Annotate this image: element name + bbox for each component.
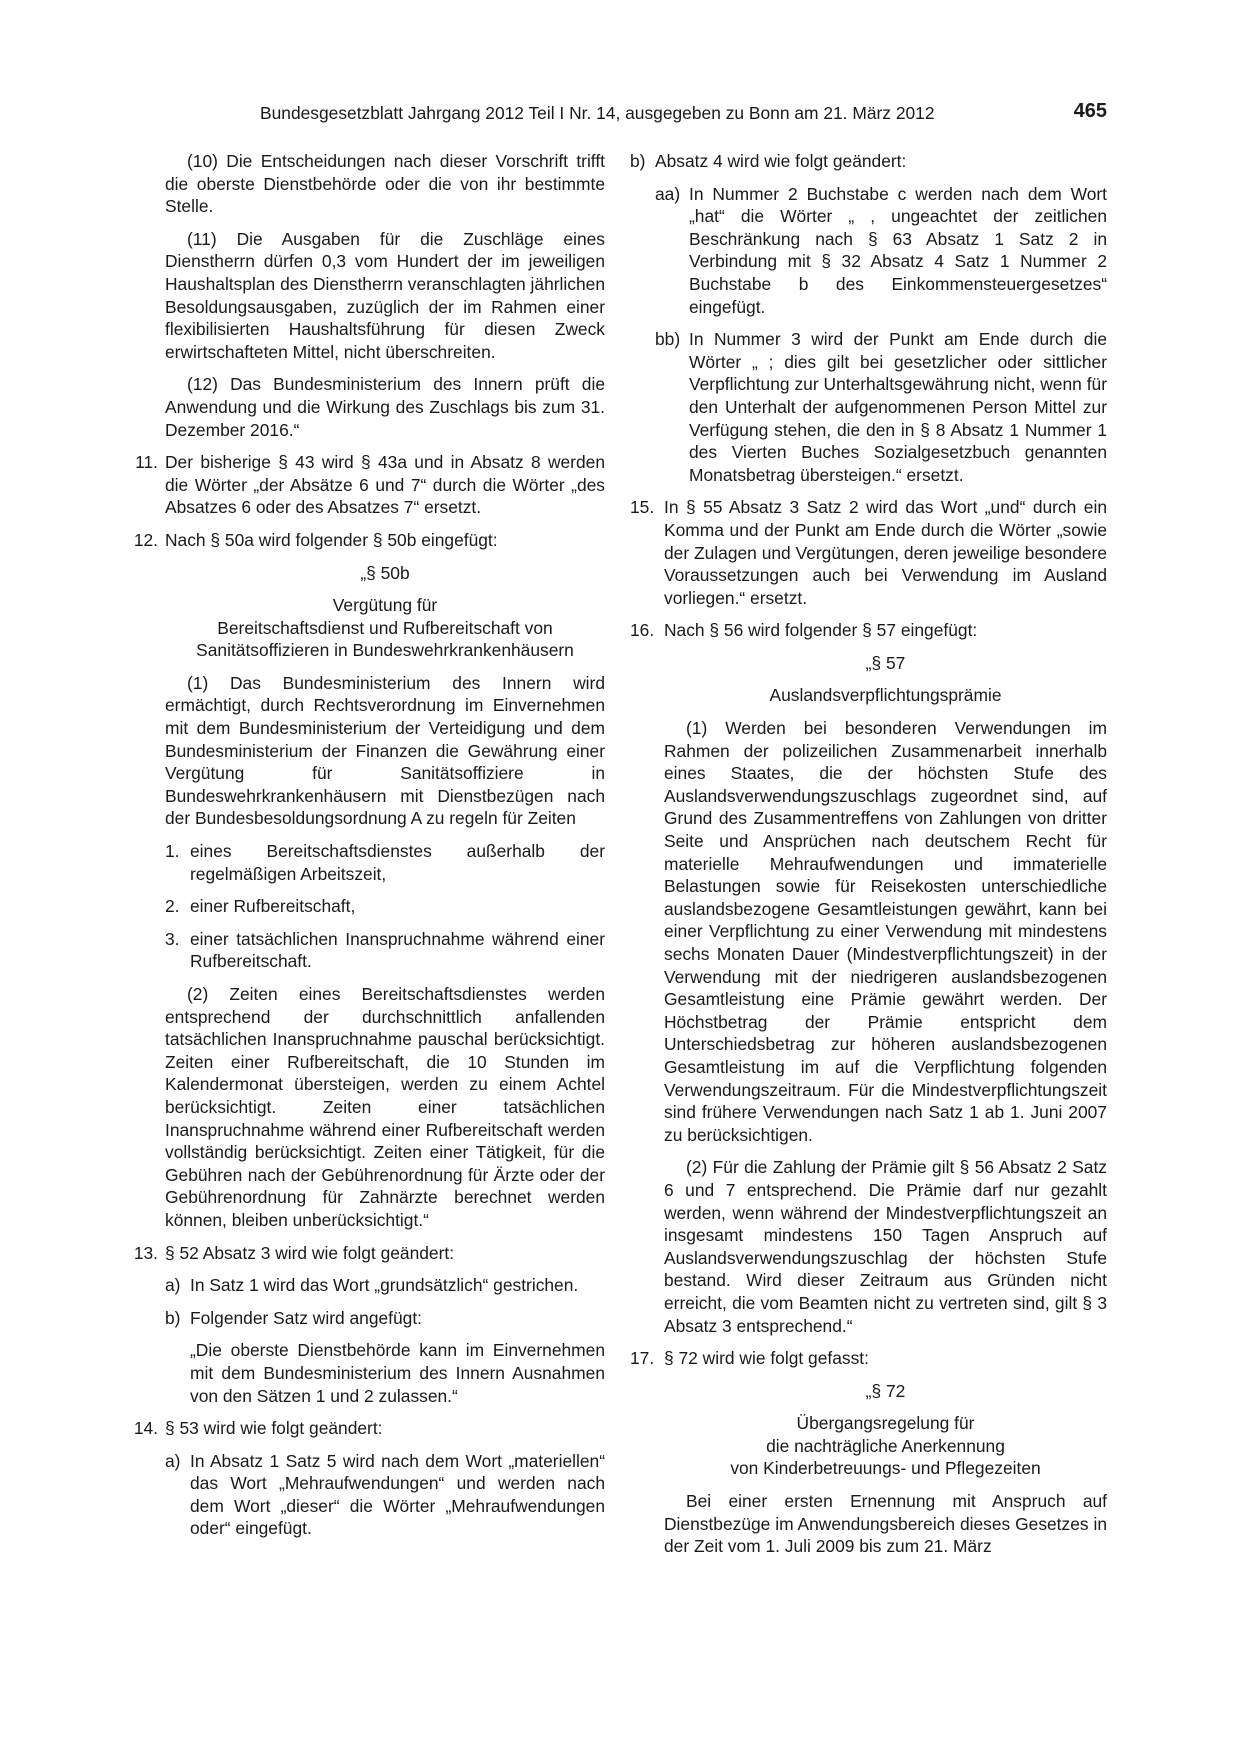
item-number: 15.: [630, 497, 655, 518]
sub-item-14b: [630, 150, 1107, 173]
list-item-12: [124, 529, 605, 552]
list-item-15: [630, 496, 1107, 609]
section-number: „§ 50b: [360, 562, 410, 583]
sub-sub-item-label: bb): [655, 329, 681, 350]
paragraph-11: (11) Die Ausgaben für die Zuschläge eines Dienstherrn dürfen 0,3 vom Hundert der im jeweiligen Haushaltsplan des Dienstherrn veranschlagten jährlichen Besoldungsausgaben, zuzüglich der im Rahmen einer flexibilisierten Haushaltsführung für diesen Zweck erwirtschafteten Mittel, nicht überschreiten.: [165, 228, 605, 362]
page-number: 465: [1073, 100, 1107, 122]
enum-text: eines Bereitschaftsdienstes außerhalb der regelmäßigen Arbeitszeit,: [190, 841, 605, 884]
item-text: In § 55 Absatz 3 Satz 2 wird das Wort „und“ durch ein Komma und der Punkt am Ende durch die Wörter „sowie der Zulagen und Vergütungen, deren jeweilige besondere Voraussetzungen auch bei Verwendung im Ausland vorliegen.“ ersetzt.: [664, 497, 1107, 608]
list-item-14: [124, 1417, 605, 1440]
list-item-16: [630, 619, 1107, 642]
section-number: „§ 57: [865, 652, 906, 673]
item-number: 16.: [630, 620, 655, 641]
section-paragraph: Bei einer ersten Ernennung mit Anspruch auf Dienstbezüge im Anwendungsbereich dieses Gesetzes in der Zeit vom 1. Juli 2009 bis zum 21. März: [664, 1491, 1107, 1557]
sub-item-text: In Absatz 1 Satz 5 wird nach dem Wort „materiellen“ das Wort „Mehraufwendungen“ und werden nach dem Wort „dieser“ die Wörter „Mehraufwendungen oder“ eingefügt.: [190, 1450, 605, 1539]
section-title-line: Übergangsregelung für: [796, 1413, 975, 1434]
list-item-13: [124, 1242, 605, 1265]
sub-item-14a: [124, 1450, 605, 1540]
section-paragraph-1: (1) Das Bundesministerium des Innern wird ermächtigt, durch Rechtsverordnung im Einvernehmen mit dem Bundesministerium der Verteidigung und dem Bundesministerium der Finanzen die Gewährung einer Vergütung für Sanitätsoffiziere in Bundeswehrkrankenhäusern mit Dienstbezügen nach der Bundesbesoldungsordnung A zu regeln für Zeiten: [165, 672, 605, 829]
section-57: [630, 652, 1107, 1337]
sub-sub-item-bb: [630, 328, 1107, 486]
section-title-line: Sanitätsoffizieren in Bundeswehrkrankenhäusern: [196, 640, 574, 661]
section-72: [630, 1380, 1107, 1558]
sub-item-letter: a): [165, 1450, 181, 1471]
enum-number: 2.: [165, 896, 180, 917]
sub-sub-item-text: In Nummer 3 wird der Punkt am Ende durch die Wörter „ ; dies gilt bei gesetzlicher oder sittlicher Verpflichtung zur Unterhaltsgewährung nicht, wenn für den Unterhalt der aufgenommenen Person Mittel zur Verfügung stehen, die den in § 8 Absatz 1 Nummer 1 des Vierten Buches Sozialgesetzbuch genannten Monatsbetrag übersteigen.“ ersetzt.: [689, 329, 1107, 485]
section-title-line: die nachträgliche Anerkennung: [766, 1435, 1005, 1456]
item-number: 14.: [133, 1418, 158, 1439]
section-title: Auslandsverpflichtungsprämie: [769, 685, 1002, 706]
paragraph-10: (10) Die Entscheidungen nach dieser Vorschrift trifft die oberste Dienstbehörde oder die von ihr bestimmte Stelle.: [165, 151, 605, 217]
sub-sub-item-text: In Nummer 2 Buchstabe c werden nach dem Wort „hat“ die Wörter „ , ungeachtet der zeitlichen Beschränkung nach § 63 Absatz 1 Satz 2 in Verbindung mit § 32 Absatz 4 Satz 1 Nummer 2 Buchstabe b des Einkommensteuergesetzes“ eingefügt.: [689, 183, 1107, 317]
section-paragraph-1: (1) Werden bei besonderen Verwendungen im Rahmen der polizeilichen Zusammenarbeit innerhalb eines Staates, die der höchsten Stufe des Auslandsverwendungszuschlags zugeordnet sind, auf Grund des Zusammentreffens von Zahlungen von dritter Seite und Ansprüchen nach deutschem Recht für materielle Mehraufwendungen und immaterielle Belastungen sowie für Reisekosten unterschiedliche auslandsbezogene Gesamtleistungen gewährt, kann bei einer Verpflichtung zu einer Verwendung mit mindestens sechs Monaten Dauer (Mindestverpflichtungszeit) in der Verwendung mit der niedrigeren auslandsbezogenen Gesamtleistung eine Prämie gewährt werden. Der Höchstbetrag der Prämie entspricht dem Unterschiedsbetrag zur höheren auslandsbezogenen Gesamtleistung im auf die Verpflichtung folgenden Verwendungszeitraum. Für die Mindestverpflichtungszeit sind frühere Verwendungen nach Satz 1 ab 1. Juni 2007 zu berücksichtigen.: [664, 718, 1107, 1145]
page-header: [161, 100, 1107, 126]
paragraph-12: (12) Das Bundesministerium des Innern prüft die Anwendung und die Wirkung des Zuschlags bis zum 31. Dezember 2016.“: [165, 374, 605, 440]
sub-item-13a: [124, 1274, 605, 1297]
sub-sub-item-aa: [630, 183, 1107, 319]
section-paragraph-2: (2) Für die Zahlung der Prämie gilt § 56 Absatz 2 Satz 6 und 7 entsprechend. Die Prämie darf nur gezahlt werden, wenn während der Mindestverpflichtungszeit an insgesamt mindestens 150 Tagen Anspruch auf Auslandsverwendungszuschlag der höchsten Stufe bestand. Wird dieser Zeitraum aus Gründen nicht erreicht, die vom Beamten nicht zu vertreten sind, gilt § 3 Absatz 3 entsprechend.“: [664, 1157, 1107, 1336]
enum-text: einer Rufbereitschaft,: [190, 896, 356, 917]
sub-item-text: In Satz 1 wird das Wort „grundsätzlich“ gestrichen.: [190, 1275, 579, 1296]
item-text: § 53 wird wie folgt geändert:: [165, 1418, 383, 1439]
item-number: 12.: [133, 529, 158, 550]
enum-item-3: [165, 928, 605, 973]
item-number: 13.: [133, 1242, 158, 1263]
quoted-sentence: „Die oberste Dienstbehörde kann im Einvernehmen mit dem Bundesministerium des Innern Ausnahmen von den Sätzen 1 und 2 zulassen.“: [190, 1340, 605, 1406]
list-item-17: [630, 1347, 1107, 1370]
item-text: Der bisherige § 43 wird § 43a und in Absatz 8 werden die Wörter „der Absätze 6 und 7“ durch die Wörter „des Absatzes 6 oder des Absatzes 7“ ersetzt.: [165, 452, 605, 518]
running-title: Bundesgesetzblatt Jahrgang 2012 Teil I Nr. 14, ausgegeben zu Bonn am 21. März 2012: [260, 103, 935, 123]
item-number: 11.: [135, 452, 158, 473]
section-title-line: von Kinderbetreuungs- und Pflegezeiten: [730, 1458, 1041, 1479]
section-number: „§ 72: [865, 1380, 906, 1401]
sub-item-letter: a): [165, 1275, 181, 1296]
sub-item-text: Absatz 4 wird wie folgt geändert:: [655, 151, 907, 171]
enum-number: 3.: [165, 928, 180, 949]
sub-item-letter: b): [165, 1307, 181, 1328]
sub-item-letter: b): [630, 151, 646, 171]
right-column: [630, 150, 1107, 1568]
enum-item-1: [165, 840, 605, 885]
item-text: § 52 Absatz 3 wird wie folgt geändert:: [165, 1242, 455, 1263]
section-50b: [165, 562, 605, 1232]
enum-text: einer tatsächlichen Inanspruchnahme während einer Rufbereitschaft.: [190, 928, 605, 972]
sub-sub-item-label: aa): [655, 183, 681, 204]
sub-item-text: Folgender Satz wird angefügt:: [190, 1307, 423, 1328]
left-column: [124, 150, 605, 1550]
section-paragraph-2: (2) Zeiten eines Bereitschaftsdienstes werden entsprechend der durchschnittlich anfallenden tatsächlichen Inanspruchnahme pauschal berücksichtigt. Zeiten einer Rufbereitschaft, die 10 Stunden im Kalendermonat übersteigen, werden zu einem Achtel berücksichtigt. Zeiten einer tatsächlichen Inanspruchnahme während einer Rufbereitschaft werden vollständig berücksichtigt. Zeiten einer Tätigkeit, für die Gebühren nach der Gebührenordnung für Ärzte oder der Gebührenordnung für Zahnärzte berechnet werden können, bleiben unberücksichtigt.“: [165, 984, 605, 1230]
item-text: § 72 wird wie folgt gefasst:: [664, 1348, 869, 1369]
item-text: Nach § 56 wird folgender § 57 eingefügt:: [664, 620, 978, 641]
section-title-line: Vergütung für: [332, 595, 438, 616]
list-item-11: [124, 451, 605, 519]
enum-number: 1.: [165, 841, 180, 862]
section-title-line: Bereitschaftsdienst und Rufbereitschaft von: [217, 617, 553, 638]
item-text: Nach § 50a wird folgender § 50b eingefügt:: [165, 529, 498, 550]
sub-item-13b: [124, 1307, 605, 1330]
enum-item-2: [165, 895, 605, 918]
item-number: 17.: [630, 1348, 655, 1369]
